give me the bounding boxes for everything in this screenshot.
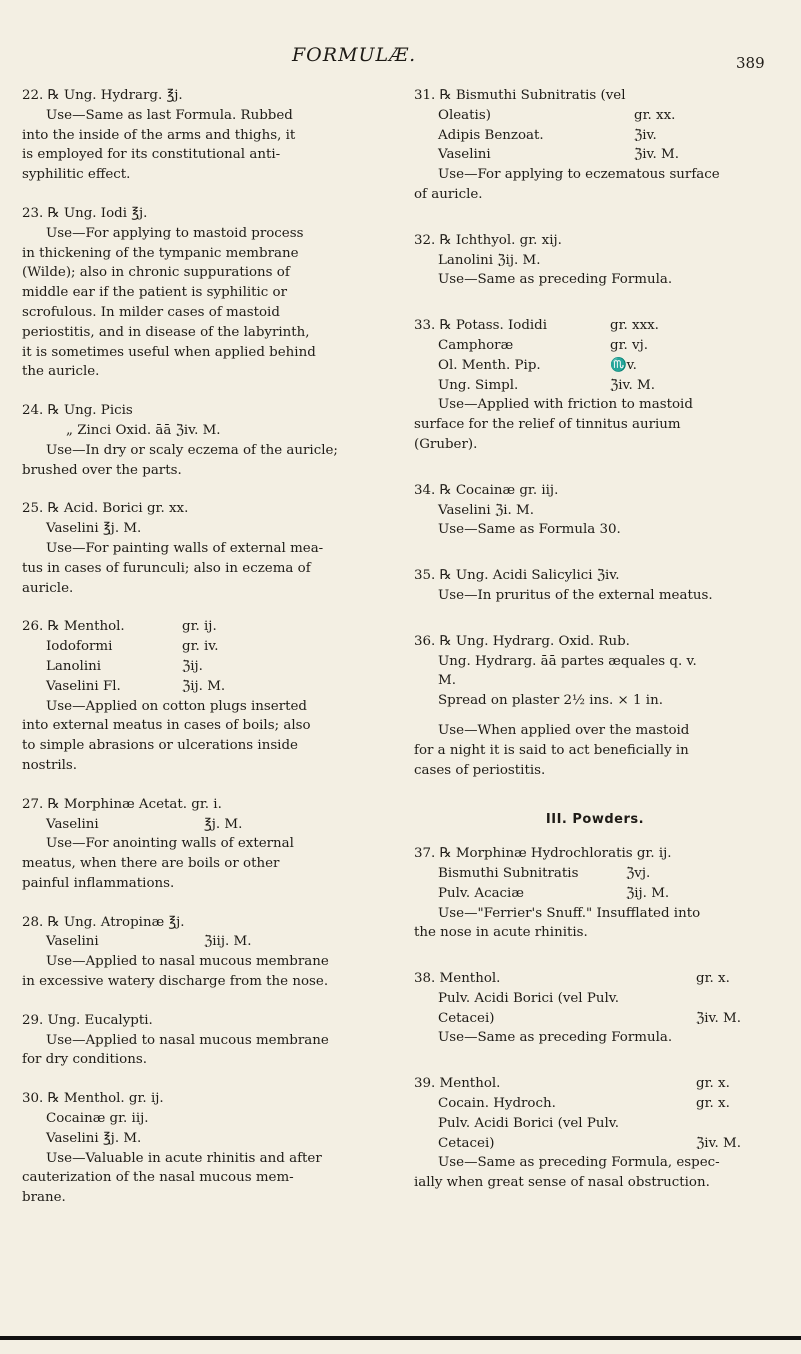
text-line: Use—In dry or scaly eczema of the auricle; bbox=[46, 442, 338, 458]
text-line: 35. ℞ Ung. Acidi Salicylici ℨiv. bbox=[414, 568, 620, 584]
text-line: Use—In pruritus of the external meatus. bbox=[438, 587, 713, 603]
ingredient: Cetacei) bbox=[438, 1010, 495, 1026]
text-line: Use—Same as Formula 30. bbox=[438, 522, 621, 538]
dose: ℨiv. M. bbox=[696, 1135, 741, 1151]
text-line: M. bbox=[438, 673, 456, 689]
dose: gr. x. bbox=[696, 1096, 730, 1112]
left-column bbox=[22, 86, 372, 1208]
text-line: Use—Same as preceding Formula. bbox=[438, 1030, 673, 1046]
formula-25 bbox=[22, 499, 372, 598]
formula-28 bbox=[22, 913, 372, 992]
text-line: meatus, when there are boils or other bbox=[22, 856, 280, 872]
bottom-rule bbox=[0, 1336, 801, 1340]
text-line: ially when great sense of nasal obstruction. bbox=[414, 1175, 710, 1191]
text-line: Vaselini ℨi. M. bbox=[438, 502, 534, 518]
ingredient: Vaselini bbox=[46, 934, 99, 950]
text-line: Spread on plaster 2½ ins. × 1 in. bbox=[438, 693, 663, 709]
right-column bbox=[414, 86, 776, 1193]
section-heading: III. Powders. bbox=[545, 812, 645, 828]
text-line: to simple abrasions or ulcerations inside bbox=[22, 738, 298, 754]
text-line: Pulv. Acidi Borici (vel Pulv. bbox=[438, 990, 619, 1006]
text-line: Ung. Hydrarg. āā partes æquales q. v. bbox=[438, 653, 697, 669]
dose: ℨiv. bbox=[634, 127, 657, 143]
running-title: FORMULÆ. bbox=[292, 44, 417, 66]
text-line: it is sometimes useful when applied behind bbox=[22, 344, 316, 360]
text-line: 32. ℞ Ichthyol. gr. xij. bbox=[414, 232, 562, 248]
formula-39 bbox=[414, 1074, 776, 1193]
text-line: Use—Same as preceding Formula. bbox=[438, 272, 673, 288]
dose: gr. xxx. bbox=[610, 318, 659, 334]
text-line: Use—For painting walls of external mea- bbox=[46, 540, 324, 556]
text-line: tus in cases of furunculi; also in eczema of bbox=[22, 560, 311, 576]
text-line: the nose in acute rhinitis. bbox=[414, 925, 588, 941]
dose: ℨiij. M. bbox=[204, 934, 252, 950]
text-line: Use—Applied to nasal mucous membrane bbox=[46, 1032, 329, 1048]
ingredient: Cocain. Hydroch. bbox=[438, 1096, 556, 1112]
ingredient: Iodoformi bbox=[46, 639, 113, 655]
text-line: Use—Same as last Formula. Rubbed bbox=[46, 107, 293, 123]
ingredient: Vaselini Fl. bbox=[46, 678, 121, 694]
dose: gr. ij. bbox=[182, 619, 217, 635]
text-line: in thickening of the tympanic membrane bbox=[22, 245, 299, 261]
text-line: Use—"Ferrier's Snuff." Insufflated into bbox=[438, 905, 701, 921]
text-line: Use—Applied on cotton plugs inserted bbox=[46, 698, 307, 714]
ingredient: 33. ℞ Potass. Iodidi bbox=[414, 318, 548, 334]
formula-32 bbox=[414, 231, 776, 290]
ingredient: Adipis Benzoat. bbox=[438, 127, 544, 143]
text-line: is employed for its constitutional anti- bbox=[22, 147, 281, 163]
ingredient: Ung. Simpl. bbox=[438, 377, 519, 393]
formula-31 bbox=[414, 86, 776, 205]
text-line: Use—Applied with friction to mastoid bbox=[438, 397, 693, 413]
text-line: cases of periostitis. bbox=[414, 762, 546, 778]
dose: gr. xx. bbox=[634, 107, 676, 123]
dose: gr. vj. bbox=[610, 337, 648, 353]
text-line: Use—Valuable in acute rhinitis and after bbox=[46, 1150, 322, 1166]
formula-34 bbox=[414, 481, 776, 540]
page-number: 389 bbox=[736, 54, 765, 72]
formula-22 bbox=[22, 86, 372, 185]
text-line: „ Zinci Oxid. āā ℨiv. M. bbox=[66, 422, 221, 438]
ingredient: Oleatis) bbox=[438, 107, 491, 123]
formula-29 bbox=[22, 1011, 372, 1070]
text-line: Use—For applying to mastoid process bbox=[46, 225, 304, 241]
dose: ℨij. M. bbox=[626, 885, 670, 901]
text-line: Use—For anointing walls of external bbox=[46, 836, 294, 852]
text-line: periostitis, and in disease of the labyrinth, bbox=[22, 324, 310, 340]
formula-30 bbox=[22, 1089, 372, 1208]
text-line: nostrils. bbox=[22, 757, 78, 773]
text-line: 27. ℞ Morphinæ Acetat. gr. i. bbox=[22, 796, 222, 812]
dose: ℨij. bbox=[182, 658, 203, 674]
page-header bbox=[0, 42, 801, 82]
text-line: Use—Applied to nasal mucous membrane bbox=[46, 954, 329, 970]
dose: gr. x. bbox=[696, 1076, 730, 1092]
text-line: 22. ℞ Ung. Hydrarg. ℥j. bbox=[22, 88, 183, 103]
text-line: Vaselini ℥j. M. bbox=[46, 1130, 142, 1146]
text-line: in excessive watery discharge from the nose. bbox=[22, 974, 329, 990]
text-line: Use—When applied over the mastoid bbox=[438, 722, 690, 738]
formula-38 bbox=[414, 969, 776, 1048]
text-line: 36. ℞ Ung. Hydrarg. Oxid. Rub. bbox=[414, 633, 630, 649]
text-line: syphilitic effect. bbox=[22, 167, 131, 183]
text-line: into external meatus in cases of boils; also bbox=[22, 718, 311, 734]
ingredient: 39. Menthol. bbox=[414, 1076, 501, 1092]
text-line: Lanolini ℨij. M. bbox=[438, 252, 541, 268]
text-line: painful inflammations. bbox=[22, 875, 175, 891]
formula-36 bbox=[414, 632, 776, 781]
ingredient: Bismuthi Subnitratis bbox=[438, 865, 579, 881]
text-line: 34. ℞ Cocainæ gr. iij. bbox=[414, 482, 559, 498]
dose: ℨiv. M. bbox=[696, 1010, 741, 1026]
dose: ℨiv. M. bbox=[610, 377, 655, 393]
ingredient: Pulv. Acaciæ bbox=[438, 885, 524, 901]
formula-35 bbox=[414, 566, 776, 606]
formula-23 bbox=[22, 204, 372, 382]
dose: gr. iv. bbox=[182, 639, 219, 655]
text-line: 28. ℞ Ung. Atropinæ ℥j. bbox=[22, 914, 185, 930]
formula-37 bbox=[414, 844, 776, 943]
text-line: into the inside of the arms and thighs, it bbox=[22, 127, 296, 143]
text-line: 29. Ung. Eucalypti. bbox=[22, 1012, 153, 1028]
text-line: middle ear if the patient is syphilitic or bbox=[22, 285, 288, 301]
text-line: 37. ℞ Morphinæ Hydrochloratis gr. ij. bbox=[414, 846, 672, 862]
formula-24 bbox=[22, 401, 372, 480]
text-line: scrofulous. In milder cases of mastoid bbox=[22, 304, 280, 320]
text-line: (Gruber). bbox=[414, 436, 478, 452]
text-line: brane. bbox=[22, 1190, 66, 1206]
text-line: Use—Same as preceding Formula, espec- bbox=[438, 1155, 720, 1171]
dose: ℨij. M. bbox=[182, 678, 226, 694]
ingredient: Vaselini bbox=[438, 147, 491, 163]
formula-33 bbox=[414, 316, 776, 455]
text-line: surface for the relief of tinnitus aurium bbox=[414, 417, 681, 433]
ingredient: Ol. Menth. Pip. bbox=[438, 357, 541, 373]
text-line: for dry conditions. bbox=[22, 1052, 147, 1068]
dose: ℨiv. M. bbox=[634, 147, 679, 163]
text-line: brushed over the parts. bbox=[22, 462, 182, 478]
dose: gr. x. bbox=[696, 971, 730, 987]
ingredient: Cetacei) bbox=[438, 1135, 495, 1151]
text-line: 23. ℞ Ung. Iodi ℥j. bbox=[22, 205, 148, 221]
text-line: (Wilde); also in chronic suppurations of bbox=[22, 265, 290, 281]
text-line: 24. ℞ Ung. Picis bbox=[22, 403, 133, 419]
text-line: for a night it is said to act beneficially in bbox=[414, 742, 689, 758]
formula-27 bbox=[22, 795, 372, 894]
text-line: cauterization of the nasal mucous mem- bbox=[22, 1170, 294, 1186]
text-line: 25. ℞ Acid. Borici gr. xx. bbox=[22, 501, 189, 517]
dose: ℨvj. bbox=[626, 865, 651, 881]
ingredient: Camphoræ bbox=[438, 337, 514, 353]
text-line: 31. ℞ Bismuthi Subnitratis (vel bbox=[414, 88, 626, 103]
ingredient: Vaselini bbox=[46, 816, 99, 832]
text-line: auricle. bbox=[22, 580, 74, 596]
text-line: Cocainæ gr. iij. bbox=[46, 1111, 149, 1127]
ingredient: 38. Menthol. bbox=[414, 971, 501, 987]
text-line: Use—For applying to eczematous surface bbox=[438, 167, 720, 183]
text-line: 30. ℞ Menthol. gr. ij. bbox=[22, 1091, 164, 1107]
formula-26 bbox=[22, 617, 372, 775]
text-line: the auricle. bbox=[22, 364, 100, 380]
ingredient: Lanolini bbox=[46, 658, 102, 674]
text-line: of auricle. bbox=[414, 186, 483, 202]
text-line: Vaselini ℥j. M. bbox=[46, 521, 142, 537]
text-line: Pulv. Acidi Borici (vel Pulv. bbox=[438, 1115, 619, 1131]
dose: ♏v. bbox=[610, 357, 637, 373]
dose: ℥j. M. bbox=[204, 816, 243, 832]
ingredient: 26. ℞ Menthol. bbox=[22, 619, 125, 635]
